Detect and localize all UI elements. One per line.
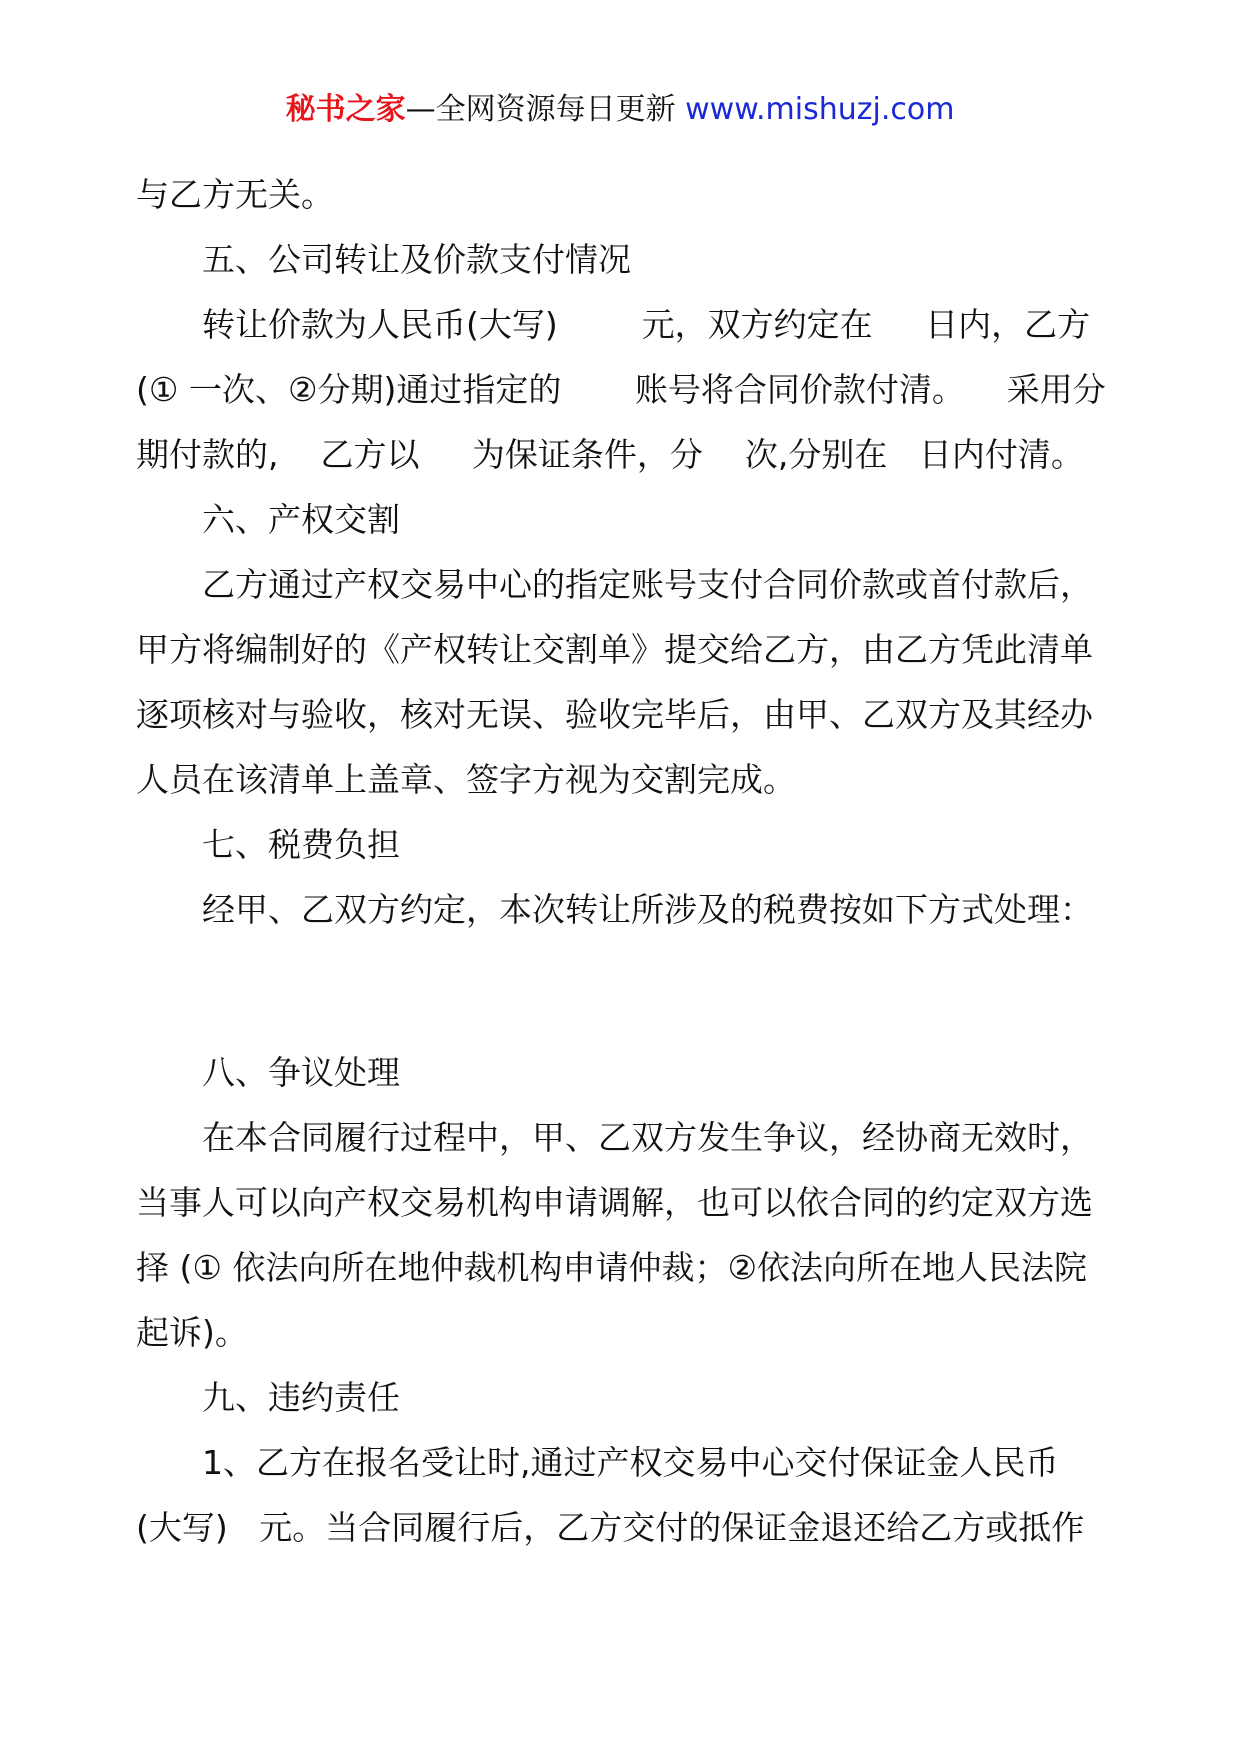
site-brand: 秘书之家	[285, 92, 406, 127]
paragraph-line: 甲方将编制好的《产权转让交割单》提交给乙方，由乙方凭此清单	[136, 630, 1093, 669]
paragraph-line: (① 一次、②分期)通过指定的 账号将合同价款付清。 采用分	[136, 370, 1106, 409]
paragraph-line: 乙方通过产权交易中心的指定账号支付合同价款或首付款后，	[202, 565, 1093, 604]
paragraph-line: 在本合同履行过程中，甲、乙双方发生争议，经协商无效时，	[202, 1118, 1093, 1157]
site-slogan: —全网资源每日更新	[405, 92, 686, 127]
paragraph-line: 逐项核对与验收，核对无误、验收完毕后，由甲、乙双方及其经办	[136, 695, 1093, 734]
paragraph-line: 经甲、乙双方约定，本次转让所涉及的税费按如下方式处理：	[202, 890, 1093, 929]
paragraph-line: 转让价款为人民币(大写) 元，双方约定在 日内，乙方	[202, 305, 1091, 344]
paragraph-line: 与乙方无关。	[136, 175, 334, 214]
section-heading-5: 五、公司转让及价款支付情况	[202, 240, 631, 279]
section-heading-6: 六、产权交割	[202, 500, 400, 539]
paragraph-line: 人员在该清单上盖章、签字方视为交割完成。	[136, 760, 796, 799]
paragraph-line: (大写) 元。当合同履行后，乙方交付的保证金退还给乙方或抵作	[136, 1508, 1085, 1547]
site-url-link[interactable]: www.mishuzj.com	[685, 92, 955, 127]
paragraph-line: 期付款的, 乙方以 为保证条件，分 次,分别在 日内付清。	[136, 435, 1084, 474]
blank-space	[136, 942, 1116, 1040]
document-body	[136, 162, 1116, 1560]
paragraph-line: 择 (① 依法向所在地仲裁机构申请仲裁；②依法向所在地人民法院	[136, 1248, 1088, 1287]
site-header	[0, 90, 1240, 130]
section-heading-8: 八、争议处理	[202, 1053, 400, 1092]
paragraph-line: 1、乙方在报名受让时,通过产权交易中心交付保证金人民币	[202, 1443, 1059, 1482]
paragraph-line: 起诉)。	[136, 1313, 248, 1352]
section-heading-7: 七、税费负担	[202, 825, 400, 864]
section-heading-9: 九、违约责任	[202, 1378, 400, 1417]
paragraph-line: 当事人可以向产权交易机构申请调解，也可以依合同的约定双方选	[136, 1183, 1093, 1222]
